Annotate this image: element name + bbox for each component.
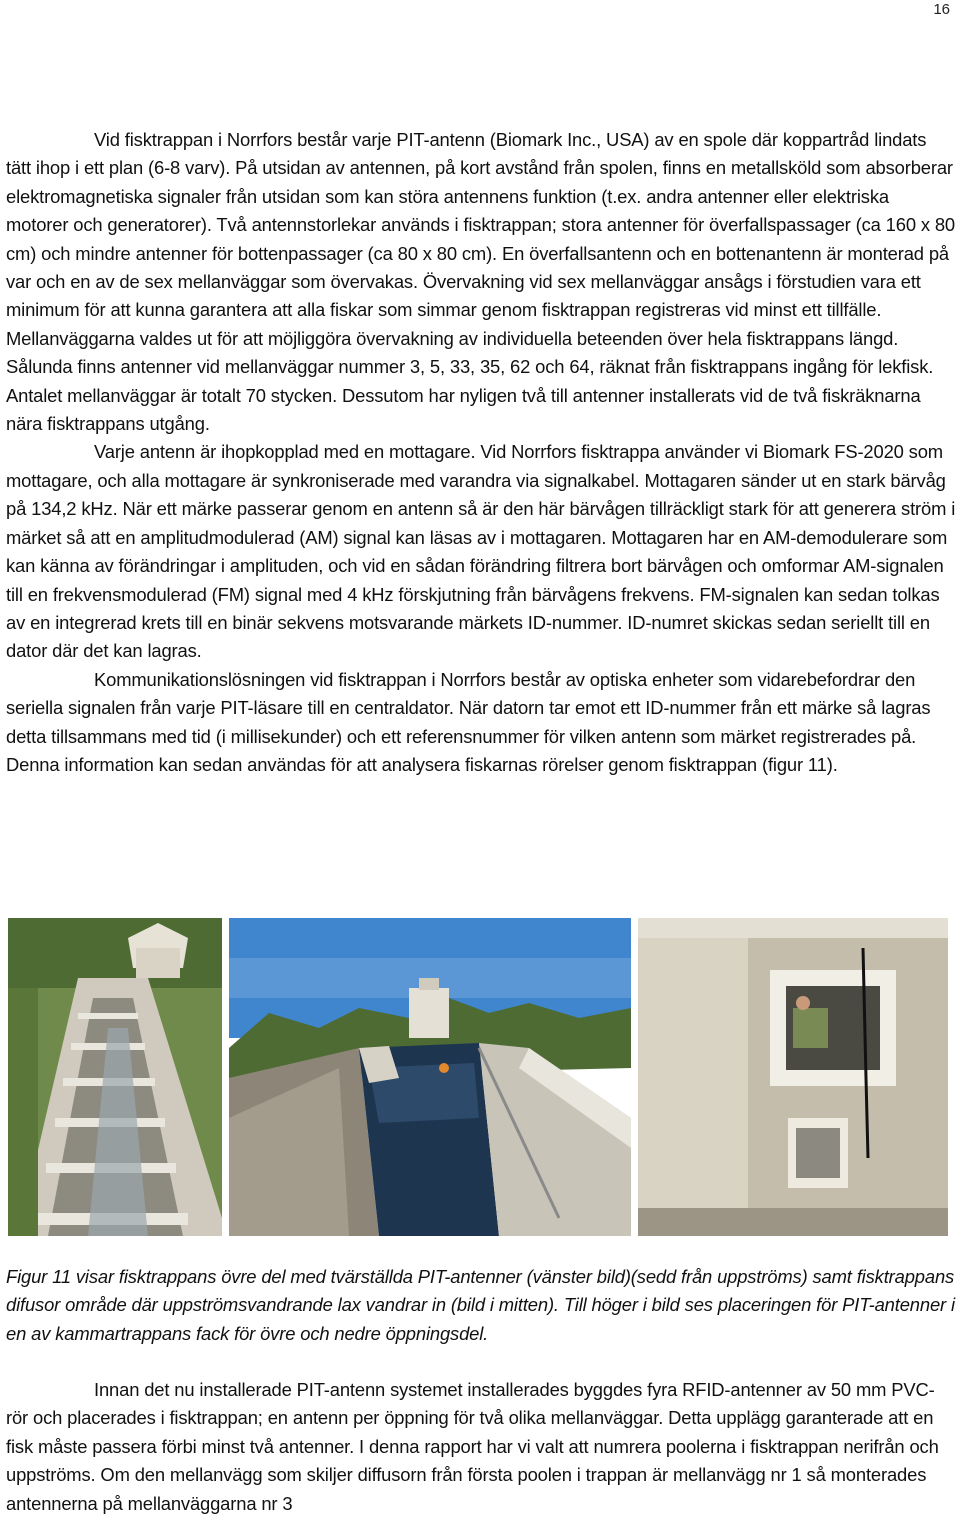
page-number: 16 (933, 1, 950, 18)
figure-11 (8, 918, 948, 1236)
paragraph-receiver: Varje antenn är ihopkopplad med en mottagare. Vid Norrfors fisktrappa använder vi Biomark FS-2020 som mottagare, och alla mottagare är synkroniserade med varandra via signalkabel. Mottagaren sänder ut en stark bärvåg på 134,2 kHz. När ett märke passerar genom en antenn så är den här bärvågen tillräckligt stark för att generera ström i märket så att en amplitudmodulerad (AM) signal kan läsas av i mottagaren. Mottagaren har en AM-demodulerare som kan känna av förändringar i amplituden, och vid en sådan förändring filtrera bort bärvågen och omformar AM-signalen till en frekvensmodulerad (FM) signal med 4 kHz förskjutning från bärvågens frekvens. FM-signalen kan sedan tolkas av en integrerad krets till en binär sekvens motsvarande märkets ID-nummer. ID-numret skickas sedan seriellt till en dator där det kan lagras. (6, 441, 956, 662)
paragraph-pit-antenna: Vid fisktrappan i Norrfors består varje PIT-antenn (Biomark Inc., USA) av en spole där koppartråd lindats tätt ihop i ett plan (6-8 varv). På utsidan av antennen, på kort avstånd från spolen, finns en metallsköld som absorberar elektromagnetiska signaler från utsidan som kan störa antennens funktion (t.ex. andra antenner eller elektriska motorer och generatorer). Två antennstorlekar används i fisktrappan; stora antenner för överfallspassager (ca 160 x 80 cm) och mindre antenner för bottenpassager (ca 80 x 80 cm). En överfallsantenn och en bottenantenn är monterad på var och en av de sex mellanväggar som övervakas. Övervakning vid sex mellanväggar ansågs i förstudien vara ett minimum för att kunna garantera att alla fiskar som simmar genom fisktrappan registreras vid minst ett tillfälle. Mellanväggarna valdes ut för att möjliggöra övervakning av individuella beteenden över hela fisktrappans längd. Sålunda finns antenner vid mellanväggar nummer 3, 5, 33, 35, 62 och 64, räknat från fisktrappans ingång för lekfisk. Antalet mellanväggar är totalt 70 stycken. Dessutom har nyligen två till antenner installerats vid de två fiskräknarna nära fisktrappans utgång. (6, 129, 956, 435)
paragraph-communication: Kommunikationslösningen vid fisktrappan i Norrfors består av optiska enheter som vidarebefordrar den seriella signalen från varje PIT-läsare till en centraldator. När datorn tar emot ett ID-nummer från ett märke så lagras detta tillsammans med tid (i millisekunder) och ett referensnummer för vilken antenn som märket registrerades på. Denna information kan sedan användas för att analysera fiskarnas rörelser genom fisktrappan (figur 11). (6, 668, 931, 775)
photo-antenna-placement (638, 918, 948, 1236)
body-text-top (6, 126, 956, 779)
body-text-bottom (6, 1376, 956, 1518)
paragraph-rfid-history: Innan det nu installerade PIT-antenn systemet installerades byggdes fyra RFID-antenner av 50 mm PVC-rör och placerades i fisktrappan; en antenn per öppning för två olika mellanväggar. Detta upplägg garanterade att en fisk måste passera förbi minst två antenner. I denna rapport har vi valt att numrera poolerna i fisktrappan nerifrån och uppströms. Om den mellanvägg som skiljer diffusorn från första poolen i trappan är mellanvägg nr 1 så monterades antennerna på mellanväggarna nr 3 (6, 1379, 939, 1514)
figure-caption: Figur 11 visar fisktrappans övre del med tvärställda PIT-antenner (vänster bild)(sedd från uppströms) samt fisktrappans difusor område där uppströmsvandrande lax vandrar in (bild i mitten). Till höger i bild ses placeringen för PIT-antenner i en av kammartrappans fack för övre och nedre öppningsdel. (6, 1266, 955, 1344)
photo-diffuser-area (229, 918, 631, 1236)
photo-fishway-upper (8, 918, 222, 1236)
